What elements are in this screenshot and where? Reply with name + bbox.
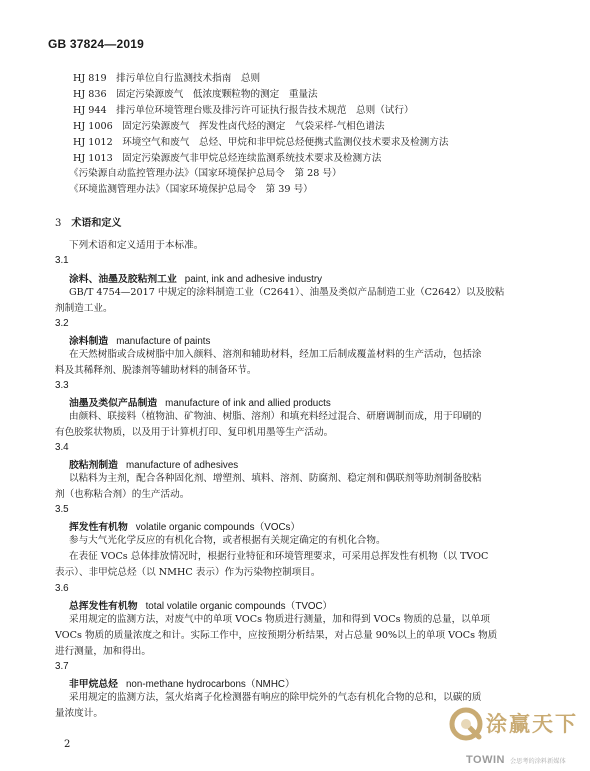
section-number: 3 (55, 218, 62, 229)
term-definition-line: 在表征 VOCs 总体排放情况时，根据行业特征和环境管理要求，可采用总挥发性有机物（以 TVOC (69, 551, 489, 562)
reference-item: HJ 819 排污单位自行监测技术指南 总则 (73, 73, 261, 84)
term-name-zh: 油墨及类似产品制造 (69, 398, 158, 409)
term-definition-line: 剂制造工业。 (55, 303, 113, 314)
term-definition-line: 表示）、非甲烷总烃（以 NMHC 表示）作为污染物控制项目。 (55, 567, 321, 578)
watermark-chinese-name: 涂赢天下 (486, 711, 578, 736)
term-definition-line: 参与大气光化学反应的有机化合物，或者根据有关规定确定的有机化合物。 (69, 535, 386, 546)
term-definition-line: 剂（也称粘合剂）的生产活动。 (55, 489, 190, 500)
term-heading (69, 457, 238, 471)
reference-item: 《污染源自动监控管理办法》（国家环境保护总局令 第 28 号） (69, 168, 342, 179)
term-heading (69, 676, 295, 690)
term-name-en: manufacture of ink and allied products (165, 398, 331, 409)
term-name-zh: 挥发性有机物 (69, 522, 128, 533)
term-definition-line: 采用规定的监测方法，对废气中的单项 VOCs 物质进行测量，加和得到 VOCs 物质的总量，以单项 (69, 614, 490, 625)
term-name-en: non-methane hydrocarbons（NMHC） (125, 679, 295, 690)
term-definition-line: 料及其稀释剂、脱漆剂等辅助材料的制备环节。 (55, 365, 257, 376)
term-definition-line: 有色胶浆状物质，以及用于计算机打印、复印机用墨等生产活动。 (55, 427, 334, 438)
term-name-en: paint, ink and adhesive industry (184, 274, 323, 285)
term-heading (69, 598, 332, 612)
reference-item: 《环境监测管理办法》（国家环境保护总局令 第 39 号） (69, 184, 313, 195)
term-number: 3.3 (55, 380, 69, 391)
section-heading (55, 214, 121, 229)
term-definition-line: 由颜料、联接料（植物油、矿物油、树脂、溶剂）和填充料经过混合、研磨调制而成，用于印刷的 (69, 411, 482, 422)
term-heading (69, 333, 210, 347)
reference-item: HJ 1012 环境空气和废气 总烃、甲烷和非甲烷总烃便携式监测仪技术要求及检测方法 (73, 137, 449, 148)
term-definition-line: GB/T 4754—2017 中规定的涂料制造工业（C2641）、油墨及类似产品制造工业（C2642）以及胶粘 (69, 287, 505, 298)
term-heading (69, 395, 331, 409)
term-definition-line: 进行测量，加和得出。 (55, 646, 151, 657)
term-number: 3.6 (55, 583, 69, 594)
standard-number: GB 37824—2019 (48, 37, 144, 51)
term-number: 3.5 (55, 504, 69, 515)
towin-watermark (448, 706, 580, 768)
term-definition-line: 以粘料为主剂，配合各种固化剂、增塑剂、填料、溶剂、防腐剂、稳定剂和偶联剂等助剂制备胶粘 (69, 473, 482, 484)
reference-item: HJ 1006 固定污染源废气 挥发性卤代烃的测定 气袋采样-气相色谱法 (73, 121, 385, 132)
term-name-en: total volatile organic compounds（TVOC） (145, 601, 333, 612)
term-heading (69, 271, 322, 285)
term-definition-line: VOCs 物质的质量浓度之和计。实际工作中，应按预期分析结果，对占总量 90%以上的单项 VOCs 物质 (55, 630, 498, 641)
page-number: 2 (64, 739, 71, 750)
term-definition-line: 在天然树脂或合成树脂中加入颜料、溶剂和辅助材料，经加工后制成覆盖材料的生产活动，包括涂 (69, 349, 482, 360)
term-name-en: manufacture of adhesives (125, 460, 239, 471)
term-definition-line: 采用规定的监测方法，氢火焰离子化检测器有响应的除甲烷外的气态有机化合物的总和，以碳的质 (69, 692, 482, 703)
reference-item: HJ 944 排污单位环境管理台账及排污许可证执行报告技术规范 总则（试行） (73, 105, 414, 116)
section-title: 术语和定义 (71, 218, 122, 229)
term-number: 3.2 (55, 318, 69, 329)
watermark-brand: TOWIN (466, 754, 505, 766)
towin-logo-icon (448, 706, 484, 742)
reference-item: HJ 1013 固定污染源废气非甲烷总烃连续监测系统技术要求及检测方法 (73, 153, 382, 164)
section-intro: 下列术语和定义适用于本标准。 (69, 240, 204, 251)
term-name-en: manufacture of paints (116, 336, 211, 347)
term-heading (69, 519, 300, 533)
reference-item: HJ 836 固定污染源废气 低浓度颗粒物的测定 重量法 (73, 89, 318, 100)
term-name-zh: 涂料制造 (69, 336, 109, 347)
term-name-zh: 非甲烷总烃 (69, 679, 118, 690)
term-number: 3.7 (55, 661, 69, 672)
watermark-slogan: 会思考的涂料新媒体 (510, 758, 566, 765)
term-number: 3.1 (55, 255, 69, 266)
term-definition-line: 量浓度计。 (55, 708, 103, 719)
term-name-en: volatile organic compounds（VOCs） (135, 522, 301, 533)
term-name-zh: 涂料、油墨及胶粘剂工业 (69, 274, 177, 285)
term-name-zh: 胶粘剂制造 (69, 460, 118, 471)
term-number: 3.4 (55, 442, 69, 453)
term-name-zh: 总挥发性有机物 (69, 601, 138, 612)
